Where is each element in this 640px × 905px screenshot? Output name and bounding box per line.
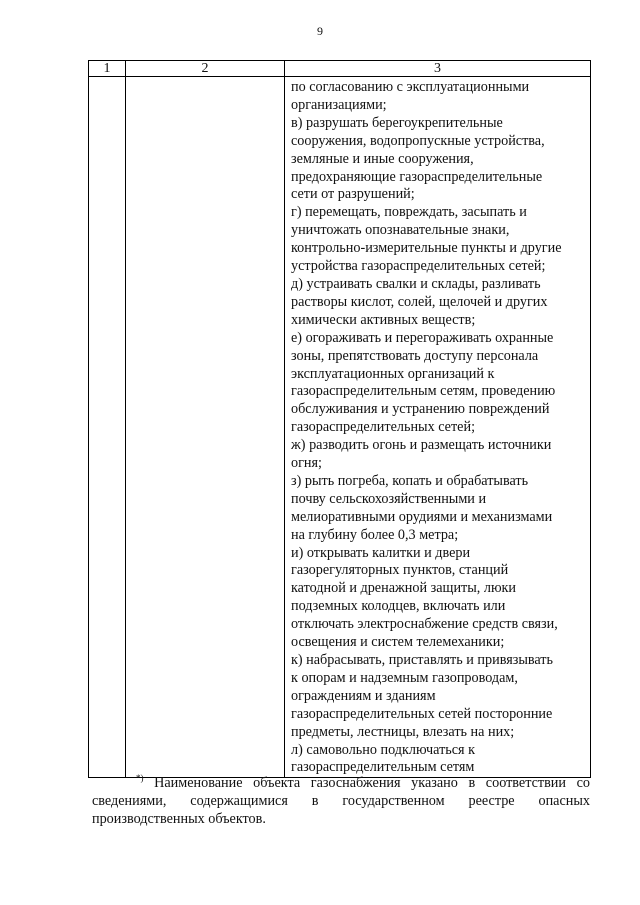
text-line: ограждениям и зданиям xyxy=(291,687,436,704)
text-line: д) устраивать свалки и склады, разливать xyxy=(291,275,541,292)
text-line: отключать электроснабжение средств связи, xyxy=(291,616,558,633)
text-line: газорегуляторных пунктов, станций xyxy=(291,562,509,579)
table-header-row xyxy=(89,61,591,77)
text-line: предметы, лестницы, влезать на них; xyxy=(291,723,515,740)
text-line: по согласованию с эксплуатационными xyxy=(291,79,530,95)
column-header-1: 1 xyxy=(89,61,126,77)
footnote-text: Наименование объекта газоснабжения указано в соответствии со сведениями, содержащимися в государственном реестре опасных производственных объектов. xyxy=(92,775,590,827)
text-line: огня; xyxy=(291,455,322,472)
text-line: в) разрушать берегоукрепительные xyxy=(291,114,503,131)
text-line: сооружения, водопропускные устройства, xyxy=(291,132,545,149)
cell-column-1 xyxy=(89,77,126,778)
text-line: подземных колодцев, включать или xyxy=(291,598,506,615)
text-line: уничтожать опознавательные знаки, xyxy=(291,222,510,239)
text-line: сети от разрушений; xyxy=(291,186,415,203)
text-line: почву сельскохозяйственными и xyxy=(291,490,487,507)
cell-column-2 xyxy=(126,77,285,778)
document-table xyxy=(88,60,591,778)
column-header-3: 3 xyxy=(285,61,591,77)
text-line: устройства газораспределительных сетей; xyxy=(291,258,546,275)
prohibitions-text xyxy=(285,77,590,777)
text-line: ж) разводить огонь и размещать источники xyxy=(291,437,552,454)
text-line: к) набрасывать, приставлять и привязывать xyxy=(291,652,553,668)
table-row xyxy=(89,77,591,778)
footnote xyxy=(92,769,590,828)
text-line: зоны, препятствовать доступу персонала xyxy=(291,347,539,364)
text-line: предохраняющие газораспределительные xyxy=(291,168,543,185)
text-line: г) перемещать, повреждать, засыпать и xyxy=(291,204,527,221)
text-line: газораспределительных сетей; xyxy=(291,419,476,436)
text-line: газораспределительных сетей посторонние xyxy=(291,705,553,722)
text-line: л) самовольно подключаться к xyxy=(291,741,476,758)
column-header-2: 2 xyxy=(126,61,285,77)
text-line: е) огораживать и перегораживать охранные xyxy=(291,329,554,346)
text-line: контрольно-измерительные пункты и другие xyxy=(291,240,562,257)
text-line: эксплуатационных организаций к xyxy=(291,365,495,382)
text-line: к опорам и надземным газопроводам, xyxy=(291,669,518,686)
text-line: химически активных веществ; xyxy=(291,311,476,328)
text-line: земляные и иные сооружения, xyxy=(291,150,474,167)
text-line: и) открывать калитки и двери xyxy=(291,544,471,561)
cell-column-3 xyxy=(285,77,591,778)
text-line: растворы кислот, солей, щелочей и других xyxy=(291,293,548,310)
text-line: организациями; xyxy=(291,96,387,113)
text-line: мелиоративными орудиями и механизмами xyxy=(291,508,553,525)
text-line: газораспределительным сетям xyxy=(291,759,475,776)
text-line: з) рыть погреба, копать и обрабатывать xyxy=(291,472,529,489)
footnote-marker: *) xyxy=(136,773,144,783)
text-line: обслуживания и устранению повреждений xyxy=(291,401,550,418)
page-number: 9 xyxy=(317,24,323,38)
text-line: на глубину более 0,3 метра; xyxy=(291,526,459,543)
text-line: освещения и систем телемеханики; xyxy=(291,634,505,651)
text-line: газораспределительным сетям, проведению xyxy=(291,383,556,400)
text-line: катодной и дренажной защиты, люки xyxy=(291,580,517,597)
